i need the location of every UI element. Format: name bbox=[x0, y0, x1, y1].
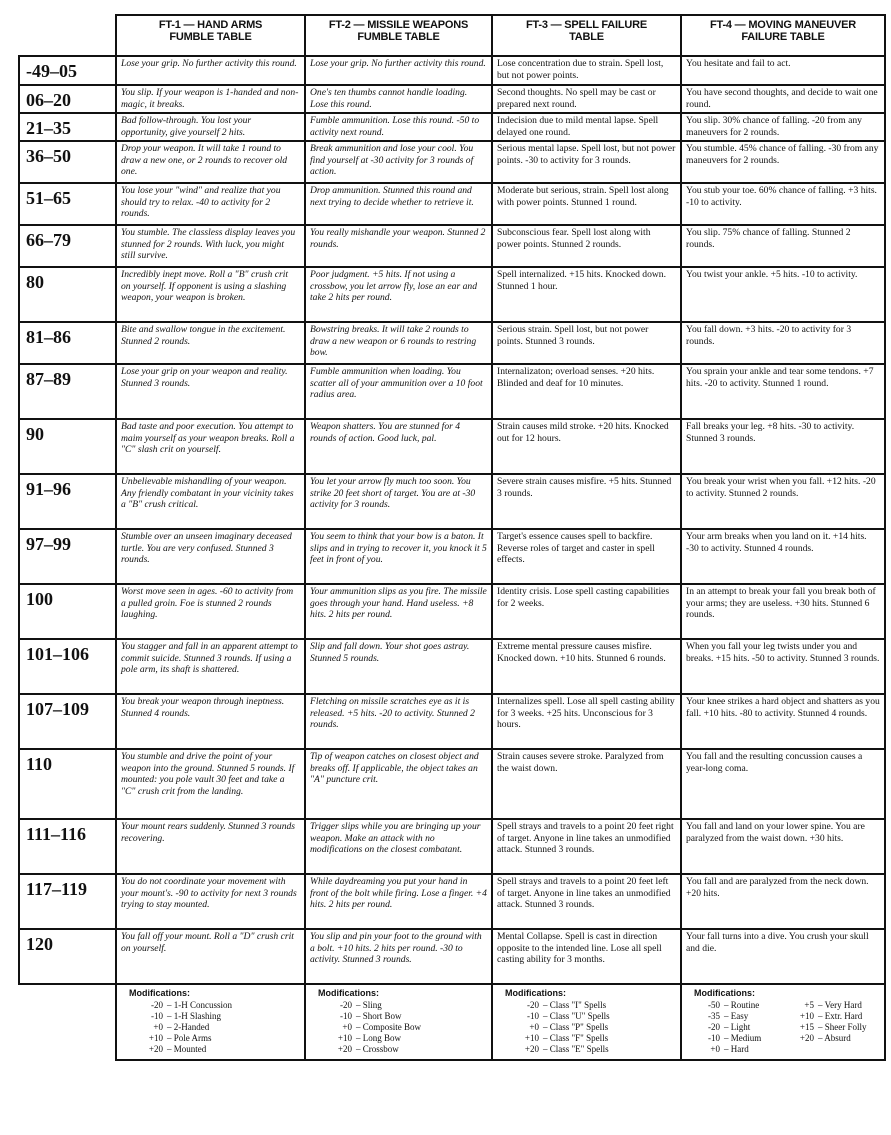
modifier-label: Short Bow bbox=[362, 1011, 402, 1021]
modifier-entry bbox=[694, 1044, 784, 1055]
ft2-modifications bbox=[305, 984, 492, 1060]
ft2-result: You really mishandle your weapon. Stunned 2 rounds. bbox=[305, 225, 492, 267]
ft3-header: FT-3 — SPELL FAILURE TABLE bbox=[492, 15, 681, 56]
modifier-entry bbox=[505, 1033, 674, 1044]
range-header bbox=[19, 15, 116, 56]
modifier-value: -50 bbox=[708, 1000, 720, 1010]
ft3-result: Lose concentration due to strain. Spell lost, but not power points. bbox=[492, 56, 681, 85]
ft1-header: FT-1 — HAND ARMS FUMBLE TABLE bbox=[116, 15, 305, 56]
modifier-dash: – bbox=[724, 1011, 731, 1021]
modifier-label: Mounted bbox=[173, 1044, 207, 1054]
modifier-entry bbox=[129, 1033, 298, 1044]
ft1-result: Bad taste and poor execution. You attempt to maim yourself as your weapon breaks. Roll a "C" slash crit on yourself. bbox=[116, 419, 305, 474]
modifications-row bbox=[19, 984, 885, 1060]
ft3-result: Target's essence causes spell to backfire. Reverse roles of target and caster in spell effects. bbox=[492, 529, 681, 584]
modifier-value: -20 bbox=[340, 1000, 352, 1010]
modifier-entry bbox=[505, 1000, 674, 1011]
modifier-label: Class "F" Spells bbox=[549, 1033, 609, 1043]
ft4-result: You stumble. 45% chance of falling. -30 from any maneuvers for 2 rounds. bbox=[681, 141, 885, 183]
ft4-result: You have second thoughts, and decide to wait one round. bbox=[681, 85, 885, 113]
modifier-dash: – bbox=[167, 1000, 174, 1010]
modifier-dash: – bbox=[356, 1011, 363, 1021]
ft1-result: Stumble over an unseen imaginary deceased turtle. You are very confused. Stunned 3 rounds. bbox=[116, 529, 305, 584]
modifications-label: Modifications: bbox=[505, 988, 566, 998]
table-row bbox=[19, 694, 885, 749]
modifier-dash: – bbox=[724, 1033, 731, 1043]
modifier-value: -10 bbox=[151, 1011, 163, 1021]
modifier-label: Sling bbox=[362, 1000, 382, 1010]
ft3-result: Strain causes mild stroke. +20 hits. Knocked out for 12 hours. bbox=[492, 419, 681, 474]
table-row bbox=[19, 113, 885, 141]
modifier-label: Class "E" Spells bbox=[549, 1044, 609, 1054]
ft3-result: Serious strain. Spell lost, but not power points. Stunned 3 rounds. bbox=[492, 322, 681, 364]
table-row bbox=[19, 267, 885, 322]
modifier-entry bbox=[694, 1033, 784, 1044]
ft3-result: Spell strays and travels to a point 20 feet right of target. Anyone in line takes an unmodified attack. Stunned 3 rounds. bbox=[492, 819, 681, 874]
ft2-result: You let your arrow fly much too soon. You strike 20 feet short of target. You are at -30 activity for 3 rounds. bbox=[305, 474, 492, 529]
ft4-result: You fall and land on your lower spine. You are paralyzed from the waist down. +30 hits. bbox=[681, 819, 885, 874]
modifier-entry bbox=[318, 1000, 485, 1011]
ft4-result: You break your wrist when you fall. +12 hits. -20 to activity. Stunned 2 rounds. bbox=[681, 474, 885, 529]
ft1-result: Lose your grip. No further activity this round. bbox=[116, 56, 305, 85]
modifier-entry bbox=[788, 1033, 878, 1044]
ft1-result: Your mount rears suddenly. Stunned 3 rounds recovering. bbox=[116, 819, 305, 874]
ft2-header: FT-2 — MISSILE WEAPONS FUMBLE TABLE bbox=[305, 15, 492, 56]
modifier-label: Very Hard bbox=[824, 1000, 862, 1010]
ft4-result: You sprain your ankle and tear some tendons. +7 hits. -20 to activity. Stunned 1 round. bbox=[681, 364, 885, 419]
roll-range: 100 bbox=[19, 584, 116, 639]
modifier-dash: – bbox=[167, 1044, 174, 1054]
roll-range: 81–86 bbox=[19, 322, 116, 364]
modifier-dash: – bbox=[356, 1022, 363, 1032]
ft4-result: Your arm breaks when you land on it. +14 hits. -30 to activity. Stunned 4 rounds. bbox=[681, 529, 885, 584]
ft1-result: Bite and swallow tongue in the excitement. Stunned 2 rounds. bbox=[116, 322, 305, 364]
ft3-modifications bbox=[492, 984, 681, 1060]
table-row bbox=[19, 141, 885, 183]
ft2-result: Drop ammunition. Stunned this round and next trying to decide whether to retrieve it. bbox=[305, 183, 492, 225]
roll-range: 36–50 bbox=[19, 141, 116, 183]
ft4-result: You slip. 30% chance of falling. -20 from any maneuvers for 2 rounds. bbox=[681, 113, 885, 141]
modifier-entry bbox=[318, 1044, 485, 1055]
modifications-label: Modifications: bbox=[129, 988, 190, 998]
ft2-result: Weapon shatters. You are stunned for 4 rounds of action. Good luck, pal. bbox=[305, 419, 492, 474]
modifier-label: Pole Arms bbox=[173, 1033, 212, 1043]
modifier-entry bbox=[505, 1011, 674, 1022]
modifier-dash: – bbox=[818, 1000, 825, 1010]
ft3-result: Internalizaton; overload senses. +20 hits. Blinded and deaf for 10 minutes. bbox=[492, 364, 681, 419]
roll-range: -49–05 bbox=[19, 56, 116, 85]
modifier-value: -10 bbox=[527, 1011, 539, 1021]
modifier-dash: – bbox=[356, 1033, 363, 1043]
modifier-value: -10 bbox=[340, 1011, 352, 1021]
modifier-value: +0 bbox=[153, 1022, 163, 1032]
ft2-result: Fumble ammunition when loading. You scatter all of your ammunition over a 10 foot radius area. bbox=[305, 364, 492, 419]
roll-range: 91–96 bbox=[19, 474, 116, 529]
ft3-result: Moderate but serious, strain. Spell lost along with power points. Stunned 1 round. bbox=[492, 183, 681, 225]
modifier-entry bbox=[505, 1044, 674, 1055]
ft1-result: You fall off your mount. Roll a "D" crush crit on yourself. bbox=[116, 929, 305, 984]
ft2-result: Your ammunition slips as you fire. The missile goes through your hand. Hand useless. +8 hits. 2 hits per round. bbox=[305, 584, 492, 639]
ft3-result: Spell strays and travels to a point 20 feet left of target. Anyone in line takes an unmodified attack. Stunned 3 rounds. bbox=[492, 874, 681, 929]
ft4-result: When you fall your leg twists under you and breaks. +15 hits. -50 to activity. Stunned 3 rounds. bbox=[681, 639, 885, 694]
modifier-entry bbox=[129, 1000, 298, 1011]
modifier-label: 1-H Slashing bbox=[173, 1011, 221, 1021]
fumble-tables-sheet bbox=[18, 14, 884, 1061]
table-row bbox=[19, 749, 885, 819]
ft4-result: Fall breaks your leg. +8 hits. -30 to activity. Stunned 3 rounds. bbox=[681, 419, 885, 474]
ft1-result: Drop your weapon. It will take 1 round to draw a new one, or 2 rounds to recover old one. bbox=[116, 141, 305, 183]
ft1-result: Incredibly inept move. Roll a "B" crush crit on yourself. If opponent is using a slashing weapon, your weapon is broken. bbox=[116, 267, 305, 322]
modifier-value: +20 bbox=[799, 1033, 814, 1043]
roll-range: 21–35 bbox=[19, 113, 116, 141]
modifier-label: Crossbow bbox=[362, 1044, 399, 1054]
ft1-result: You lose your "wind" and realize that you should try to relax. -40 to activity for 2 rounds. bbox=[116, 183, 305, 225]
ft4-header: FT-4 — MOVING MANEUVER FAILURE TABLE bbox=[681, 15, 885, 56]
modifier-entry bbox=[788, 1000, 878, 1011]
roll-range: 51–65 bbox=[19, 183, 116, 225]
ft3-result: Severe strain causes misfire. +5 hits. Stunned 3 rounds. bbox=[492, 474, 681, 529]
ft2-result: You slip and pin your foot to the ground with a bolt. +10 hits. 2 hits per round. -30 to activity. Stunned 3 rounds. bbox=[305, 929, 492, 984]
modifier-dash: – bbox=[818, 1011, 825, 1021]
modifier-label: Routine bbox=[730, 1000, 760, 1010]
modifier-entry bbox=[129, 1011, 298, 1022]
ft3-result: Identity crisis. Lose spell casting capabilities for 2 weeks. bbox=[492, 584, 681, 639]
modifier-dash: – bbox=[356, 1044, 363, 1054]
modifier-label: Class "I" Spells bbox=[549, 1000, 607, 1010]
modifier-value: +20 bbox=[337, 1044, 352, 1054]
table-row bbox=[19, 584, 885, 639]
modifier-value: +0 bbox=[342, 1022, 352, 1032]
modifier-dash: – bbox=[543, 1044, 550, 1054]
modifier-label: Hard bbox=[730, 1044, 749, 1054]
ft4-result: In an attempt to break your fall you break both of your arms; they are useless. +30 hits. Stunned 6 rounds. bbox=[681, 584, 885, 639]
modifier-dash: – bbox=[167, 1033, 174, 1043]
ft3-result: Second thoughts. No spell may be cast or prepared next round. bbox=[492, 85, 681, 113]
modifier-value: +0 bbox=[710, 1044, 720, 1054]
table-row bbox=[19, 419, 885, 474]
modifier-value: +20 bbox=[524, 1044, 539, 1054]
ft2-result: One's ten thumbs cannot handle loading. Lose this round. bbox=[305, 85, 492, 113]
roll-range: 87–89 bbox=[19, 364, 116, 419]
ft4-result: You fall down. +3 hits. -20 to activity for 3 rounds. bbox=[681, 322, 885, 364]
ft4-modifications bbox=[681, 984, 885, 1060]
ft4-result: Your fall turns into a dive. You crush your skull and die. bbox=[681, 929, 885, 984]
modifier-entry bbox=[788, 1022, 878, 1033]
ft2-result: Tip of weapon catches on closest object and breaks off. If applicable, the object takes an "A" puncture crit. bbox=[305, 749, 492, 819]
roll-range: 120 bbox=[19, 929, 116, 984]
ft3-result: Extreme mental pressure causes misfire. Knocked down. +10 hits. Stunned 6 rounds. bbox=[492, 639, 681, 694]
modifier-entry bbox=[129, 1022, 298, 1033]
ft2-result: Bowstring breaks. It will take 2 rounds to draw a new weapon or 6 rounds to restring bow. bbox=[305, 322, 492, 364]
modifier-dash: – bbox=[818, 1033, 825, 1043]
ft1-modifications bbox=[116, 984, 305, 1060]
modifier-dash: – bbox=[724, 1022, 731, 1032]
ft4-result: Your knee strikes a hard object and shatters as you fall. +10 hits. -80 to activity. Stunned 4 rounds. bbox=[681, 694, 885, 749]
modifier-dash: – bbox=[543, 1011, 550, 1021]
ft4-result: You fall and the resulting concussion causes a year-long coma. bbox=[681, 749, 885, 819]
modifier-value: -20 bbox=[527, 1000, 539, 1010]
modifier-dash: – bbox=[543, 1022, 550, 1032]
modifier-dash: – bbox=[167, 1011, 174, 1021]
ft3-result: Strain causes severe stroke. Paralyzed from the waist down. bbox=[492, 749, 681, 819]
table-row bbox=[19, 474, 885, 529]
modifier-value: +15 bbox=[799, 1022, 814, 1032]
modifier-label: Light bbox=[730, 1022, 751, 1032]
ft1-result: Unbelievable mishandling of your weapon. Any friendly combatant in your vicinity takes a "B" crush critical. bbox=[116, 474, 305, 529]
roll-range: 117–119 bbox=[19, 874, 116, 929]
modifier-label: Easy bbox=[730, 1011, 749, 1021]
ft3-result: Serious mental lapse. Spell lost, but not power points. -30 to activity for 3 rounds. bbox=[492, 141, 681, 183]
table-row bbox=[19, 364, 885, 419]
modifier-entry bbox=[318, 1022, 485, 1033]
modifier-value: -10 bbox=[708, 1033, 720, 1043]
table-row bbox=[19, 874, 885, 929]
modifier-dash: – bbox=[724, 1000, 731, 1010]
table-row bbox=[19, 85, 885, 113]
header-row bbox=[19, 15, 885, 56]
modifier-entry bbox=[129, 1044, 298, 1055]
ft1-result: You slip. If your weapon is 1-handed and non-magic, it breaks. bbox=[116, 85, 305, 113]
table-row bbox=[19, 322, 885, 364]
modifier-label: Sheer Folly bbox=[824, 1022, 867, 1032]
modifier-label: Medium bbox=[730, 1033, 762, 1043]
modifier-dash: – bbox=[724, 1044, 731, 1054]
modifier-entry bbox=[788, 1011, 878, 1022]
roll-range: 97–99 bbox=[19, 529, 116, 584]
ft3-result: Mental Collapse. Spell is cast in direction opposite to the intended line. Lose all spell casting ability for 3 months. bbox=[492, 929, 681, 984]
ft1-result: You stumble and drive the point of your weapon into the ground. Stunned 5 rounds. If mounted: you pole vault 30 feet and take a "C" crush crit from the landing. bbox=[116, 749, 305, 819]
modifier-label: Class "U" Spells bbox=[549, 1011, 610, 1021]
modifier-label: Absurd bbox=[824, 1033, 851, 1043]
modifier-dash: – bbox=[543, 1033, 550, 1043]
ft1-result: Lose your grip on your weapon and reality. Stunned 3 rounds. bbox=[116, 364, 305, 419]
ft1-result: You stumble. The classless display leaves you stunned for 2 rounds. With luck, you might still survive. bbox=[116, 225, 305, 267]
modifier-entry bbox=[694, 1000, 784, 1011]
modifier-value: -20 bbox=[151, 1000, 163, 1010]
table-row bbox=[19, 56, 885, 85]
modifier-entry bbox=[505, 1022, 674, 1033]
table-row bbox=[19, 225, 885, 267]
table-row bbox=[19, 529, 885, 584]
modifier-entry bbox=[694, 1022, 784, 1033]
ft2-result: Poor judgment. +5 hits. If not using a crossbow, you let arrow fly, lose an ear and take 2 hits per round. bbox=[305, 267, 492, 322]
roll-range: 06–20 bbox=[19, 85, 116, 113]
modifier-value: +10 bbox=[337, 1033, 352, 1043]
table-row bbox=[19, 819, 885, 874]
ft2-result: Fumble ammunition. Lose this round. -50 to activity next round. bbox=[305, 113, 492, 141]
modifier-label: Class "P" Spells bbox=[549, 1022, 609, 1032]
roll-range: 66–79 bbox=[19, 225, 116, 267]
ft1-result: Worst move seen in ages. -60 to activity from a pulled groin. Foe is stunned 2 rounds laughing. bbox=[116, 584, 305, 639]
ft2-result: You seem to think that your bow is a baton. It slips and in trying to recover it, you knock it 5 feet in front of you. bbox=[305, 529, 492, 584]
ft2-result: Trigger slips while you are bringing up your weapon. Make an attack with no modifications on the closest combatant. bbox=[305, 819, 492, 874]
modifications-label: Modifications: bbox=[318, 988, 379, 998]
modifier-value: +5 bbox=[804, 1000, 814, 1010]
modifier-value: +10 bbox=[148, 1033, 163, 1043]
table-row bbox=[19, 639, 885, 694]
table-row bbox=[19, 929, 885, 984]
ft1-result: You stagger and fall in an apparent attempt to commit suicide. Stunned 3 rounds. If using a pole arm, its shaft is shattered. bbox=[116, 639, 305, 694]
ft4-result: You slip. 75% chance of falling. Stunned 2 rounds. bbox=[681, 225, 885, 267]
table-row bbox=[19, 183, 885, 225]
roll-range: 101–106 bbox=[19, 639, 116, 694]
modifications-label: Modifications: bbox=[694, 988, 755, 998]
modifier-label: Composite Bow bbox=[362, 1022, 422, 1032]
ft3-result: Indecision due to mild mental lapse. Spell delayed one round. bbox=[492, 113, 681, 141]
modifier-value: +10 bbox=[799, 1011, 814, 1021]
roll-range: 110 bbox=[19, 749, 116, 819]
fumble-table bbox=[18, 14, 886, 1061]
modifier-value: -35 bbox=[708, 1011, 720, 1021]
roll-range: 80 bbox=[19, 267, 116, 322]
modifier-entry bbox=[318, 1033, 485, 1044]
modifier-entry bbox=[694, 1011, 784, 1022]
ft3-result: Subconscious fear. Spell lost along with power points. Stunned 2 rounds. bbox=[492, 225, 681, 267]
modifier-dash: – bbox=[818, 1022, 825, 1032]
roll-range: 111–116 bbox=[19, 819, 116, 874]
modifier-dash: – bbox=[543, 1000, 550, 1010]
ft4-result: You fall and are paralyzed from the neck down. +20 hits. bbox=[681, 874, 885, 929]
ft4-result: You hesitate and fail to act. bbox=[681, 56, 885, 85]
ft2-result: Slip and fall down. Your shot goes astray. Stunned 5 rounds. bbox=[305, 639, 492, 694]
modifier-value: +0 bbox=[529, 1022, 539, 1032]
ft2-result: While daydreaming you put your hand in front of the bolt while firing. Lose a finger. +4 hits. 2 hits per round. bbox=[305, 874, 492, 929]
modifications-blank bbox=[19, 984, 116, 1060]
modifier-value: -20 bbox=[708, 1022, 720, 1032]
ft3-result: Internalizes spell. Lose all spell casting ability for 3 weeks. +25 hits. Unconscious for 3 hours. bbox=[492, 694, 681, 749]
modifier-label: Long Bow bbox=[362, 1033, 401, 1043]
ft1-result: You do not coordinate your movement with your mount's. -90 to activity for next 3 rounds trying to stay mounted. bbox=[116, 874, 305, 929]
modifier-label: Extr. Hard bbox=[824, 1011, 863, 1021]
ft2-result: Lose your grip. No further activity this round. bbox=[305, 56, 492, 85]
ft4-result: You stub your toe. 60% chance of falling. +3 hits. -10 to activity. bbox=[681, 183, 885, 225]
roll-range: 107–109 bbox=[19, 694, 116, 749]
roll-range: 90 bbox=[19, 419, 116, 474]
modifier-value: +20 bbox=[148, 1044, 163, 1054]
ft2-result: Break ammunition and lose your cool. You find yourself at -30 activity for 3 rounds of action. bbox=[305, 141, 492, 183]
ft3-result: Spell internalized. +15 hits. Knocked down. Stunned 1 hour. bbox=[492, 267, 681, 322]
modifier-dash: – bbox=[356, 1000, 363, 1010]
modifier-entry bbox=[318, 1011, 485, 1022]
modifier-label: 1-H Concussion bbox=[173, 1000, 232, 1010]
modifier-label: 2-Handed bbox=[173, 1022, 210, 1032]
ft4-result: You twist your ankle. +5 hits. -10 to activity. bbox=[681, 267, 885, 322]
ft1-result: You break your weapon through ineptness. Stunned 4 rounds. bbox=[116, 694, 305, 749]
modifier-value: +10 bbox=[524, 1033, 539, 1043]
ft2-result: Fletching on missile scratches eye as it is released. +5 hits. -20 to activity. Stunned 2 rounds. bbox=[305, 694, 492, 749]
ft1-result: Bad follow-through. You lost your opportunity, give yourself 2 hits. bbox=[116, 113, 305, 141]
modifier-dash: – bbox=[167, 1022, 174, 1032]
